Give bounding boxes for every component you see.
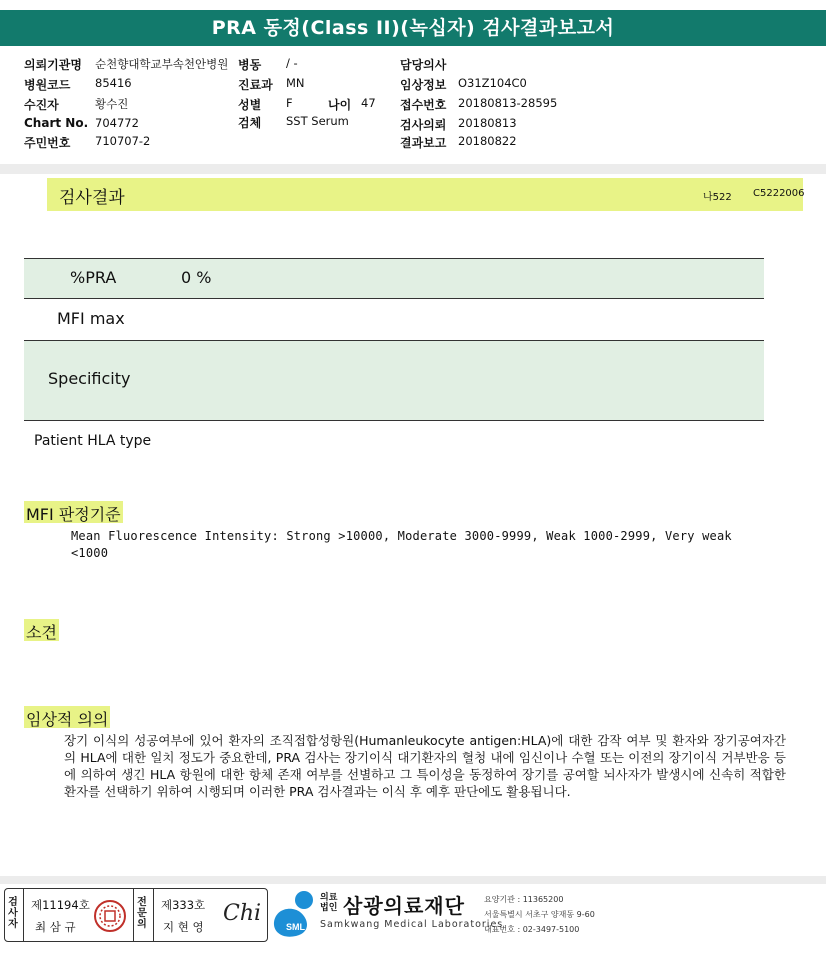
mfi-max-label: MFI max	[57, 309, 125, 328]
clinical-heading: 임상적 의의	[24, 706, 110, 728]
chart-no-value: 704772	[95, 116, 139, 130]
report-date-label: 결과보고	[400, 136, 447, 150]
logo-text: SML	[286, 922, 305, 932]
corp-label	[320, 893, 337, 913]
corp-label-2: 법인	[320, 903, 338, 913]
ward-value: / -	[286, 56, 298, 70]
receipt-no-value: 20180813-28595	[458, 96, 558, 110]
footer-separator	[0, 876, 826, 884]
sml-logo-icon	[270, 888, 320, 940]
tester-name: 최 삼 규	[35, 920, 76, 934]
ward-label: 병동	[238, 58, 262, 72]
clinical-text: 장기 이식의 성공여부에 있어 환자의 조직접합성항원(Humanleukocyte antigen:HLA)에 대한 감작 여부 및 환자와 장기공여자간의 HLA에 대한 일치 정도가 중요한데, PRA 검사는 장기이식 대기환자의 혈청 내에 임신이나 수혈 또는 이전의 장기이식 거부반응 등에 의하여 생긴 HLA 항원에 대한 항체 존재 여부를 선별하고 그 특이성을 동정하여 장기를 공여할 뇌사자가 발생시에 신속히 적합한 환자를 선택하기 위하여 시행되며 이러한 PRA 검사결과는 이식 후 예후 판단에도 활용됩니다.	[64, 733, 786, 799]
pra-label: %PRA	[70, 268, 117, 287]
report-header	[0, 52, 826, 162]
table-line	[24, 420, 764, 421]
doctor-label: 담당의사	[400, 58, 447, 72]
test-code: 나522	[703, 192, 732, 203]
organization-address: 서울특별시 서초구 양재동 9-60	[484, 910, 595, 919]
opinion-heading: 소견	[24, 619, 59, 641]
divider	[133, 889, 134, 941]
institution-value: 순천향대학교부속천안병원	[95, 57, 229, 71]
clinical-info-label: 임상정보	[400, 78, 447, 92]
hospital-code-label: 병원코드	[24, 78, 71, 92]
organization-phone: 대표번호 : 02-3497-5100	[484, 925, 580, 934]
result-section-bar	[47, 178, 803, 211]
report-title: PRA 동정(Class II)(녹십자) 검사결과보고서	[0, 10, 826, 46]
chart-no-label: Chart No.	[24, 116, 89, 130]
request-date-label: 검사의뢰	[400, 118, 447, 132]
specimen-value: SST Serum	[286, 114, 349, 128]
tester-role-label: 검사자	[8, 897, 18, 930]
pra-row	[24, 259, 764, 298]
receipt-no-label: 접수번호	[400, 98, 447, 112]
institution-code: 요양기관 : 11365200	[484, 895, 564, 904]
specialist-role-label: 전문의	[137, 897, 147, 930]
corp-label-1: 의료	[320, 893, 338, 903]
age-value: 47	[361, 96, 376, 110]
specificity-label: Specificity	[48, 369, 131, 388]
seal-stamp-icon	[93, 899, 127, 933]
header-separator	[0, 164, 826, 174]
divider	[153, 889, 154, 941]
mfi-criteria-heading: MFI 판정기준	[24, 501, 123, 523]
sex-value: F	[286, 96, 293, 110]
report-date-value: 20180822	[458, 134, 517, 148]
mfi-criteria-line2: <1000	[71, 546, 109, 560]
clinical-info-value: O31Z104C0	[458, 76, 527, 90]
specialist-name: 지 현 영	[163, 920, 204, 934]
resident-no-label: 주민번호	[24, 136, 71, 150]
hospital-code-value: 85416	[95, 76, 132, 90]
patient-label: 수진자	[24, 98, 59, 112]
divider	[23, 889, 24, 941]
organization-name: 삼광의료재단	[343, 894, 465, 918]
request-date-value: 20180813	[458, 116, 517, 130]
resident-no-value: 710707-2	[95, 134, 151, 148]
signature: Chi	[223, 901, 262, 926]
mfi-criteria-line1: Mean Fluorescence Intensity: Strong >10000, Moderate 3000-9999, Weak 1000-2999, Very weak	[71, 529, 732, 543]
age-label: 나이	[328, 98, 352, 112]
specificity-row	[24, 341, 764, 420]
specimen-label: 검체	[238, 116, 262, 130]
organization-english-name: Samkwang Medical Laboratories	[320, 919, 504, 930]
mfi-max-row	[24, 299, 764, 340]
test-id: C5222006	[753, 188, 805, 199]
patient-hla-label: Patient HLA type	[34, 433, 152, 449]
patient-value: 황수진	[95, 97, 129, 111]
department-value: MN	[286, 76, 305, 90]
tester-license: 제11194호	[31, 898, 90, 912]
institution-label: 의뢰기관명	[24, 58, 82, 72]
specialist-license: 제333호	[161, 898, 206, 912]
signature-box	[4, 888, 268, 942]
result-title: 검사결과	[59, 188, 125, 208]
sex-label: 성별	[238, 98, 262, 112]
pra-value: 0 %	[181, 268, 212, 287]
department-label: 진료과	[238, 78, 273, 92]
